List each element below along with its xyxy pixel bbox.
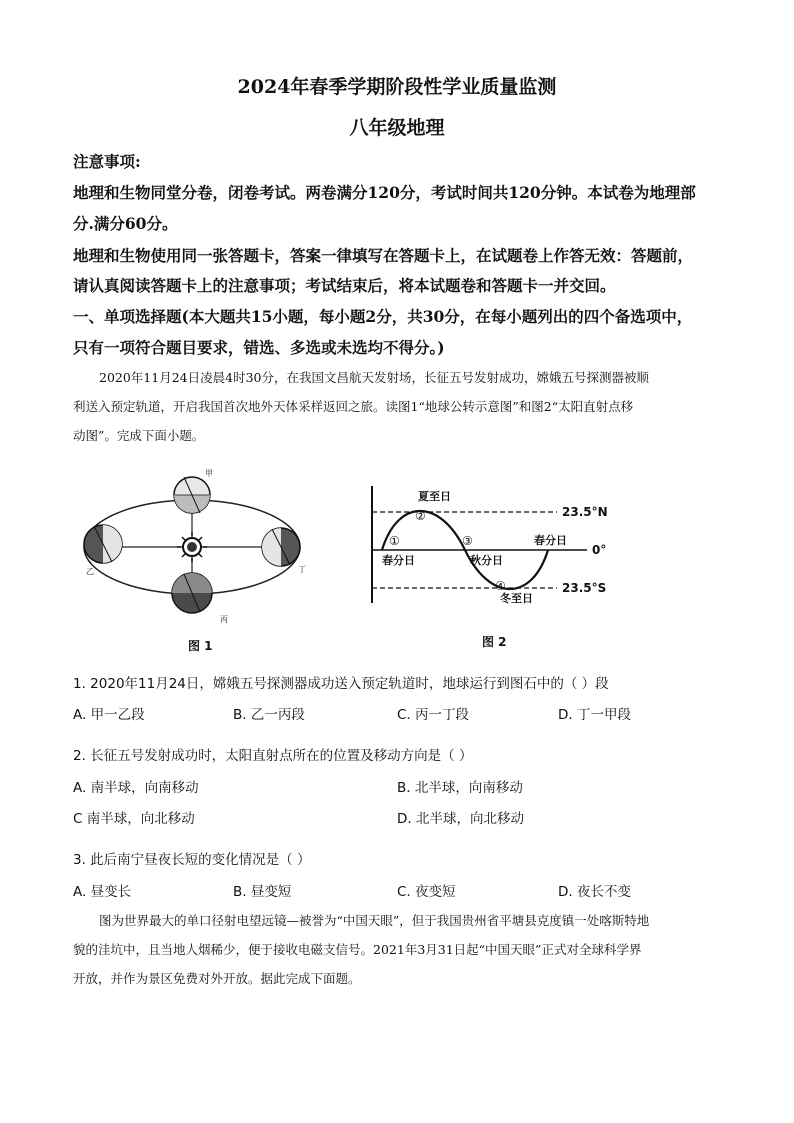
passage1-line-2: 利送入预定轨道，开启我国首次地外天体采样返回之旅。读图1“地球公转示意图”和图2“太阳直射点移 [73,399,634,414]
q1-stem: 1. 2020年11月24日，嫦娥五号探测器成功送入预定轨道时，地球运行到图石中的（ ）段 [73,676,609,692]
passage2-line-2: 貌的洼坑中，且当地人烟稀少，便于接收电磁支信号。2021年3月31日起“中国天眼”正式对全球科学界 [73,942,642,957]
earth-left-icon [84,525,122,563]
winter-solstice-label: 冬至日 [500,592,533,605]
notes-line-2: 分.满分60分。 [73,214,178,233]
q2-option-b[interactable]: B. 北半球，向南移动 [397,780,523,796]
section1-line-1: 一、单项选择题(本大题共15小题，每小题2分，共30分，在每小题列出的四个备选项中， [73,307,693,326]
spring-equinox-label: 春分日 [382,554,415,567]
lat-north-label: 23.5°N [562,505,608,519]
lat-south-label: 23.5°S [562,581,607,595]
fig1-label-top: 甲 [205,469,213,478]
notes-heading: 注意事项: [73,152,141,171]
q2-option-c[interactable]: C 南半球，向北移动 [73,811,195,827]
notes-line-1: 地理和生物同堂分卷，闭卷考试。两卷满分120分，考试时间共120分钟。本试卷为地理部 [73,183,696,202]
fig1-label-left: 乙 [86,567,94,576]
summer-solstice-label: 夏至日 [418,490,451,503]
notes-line-3: 地理和生物使用同一张答题卡，答案一律填写在答题卡上，在试题卷上作答无效：答题前， [73,246,694,265]
earth-top-icon [174,477,210,513]
q1-option-b[interactable]: B. 乙一丙段 [233,707,305,723]
figure-1-earth-orbit [70,462,320,662]
q3-option-a[interactable]: A. 昼变长 [73,884,132,900]
q3-option-d[interactable]: D. 夜长不变 [558,884,631,900]
earth-bottom-icon [172,573,212,613]
q1-option-c[interactable]: C. 丙一丁段 [397,707,470,723]
earth-right-icon [262,528,300,566]
autumn-equinox-label: 秋分日 [470,554,503,567]
exam-subtitle: 八年级地理 [349,117,445,139]
passage1-line-3: 动图”。完成下面小题。 [73,428,205,443]
exam-title: 2024年春季学期阶段性学业质量监测 [237,76,557,98]
figure-1-caption: 图 1 [188,639,213,653]
q1-option-a[interactable]: A. 甲一乙段 [73,707,145,723]
q2-option-a[interactable]: A. 南半球，向南移动 [73,780,199,796]
q3-stem: 3. 此后南宁昼夜长短的变化情况是（ ） [73,852,311,868]
figure-2-caption: 图 2 [482,635,507,649]
marker-1: ① [389,534,400,548]
q1-option-d[interactable]: D. 丁一甲段 [558,707,631,723]
figure-2-subsolar-point [362,478,632,653]
marker-3: ③ [462,534,473,548]
q2-option-d[interactable]: D. 北半球，向北移动 [397,811,524,827]
fig1-label-right: 丁 [298,565,306,574]
marker-2: ② [415,509,426,523]
section1-line-2: 只有一项符合题目要求，错选、多选或未选均不得分。) [73,338,445,357]
spring-equinox-2-label: 春分日 [534,534,567,547]
notes-line-4: 请认真阅读答题卡上的注意事项；考试结束后，将本试题卷和答题卡一并交回。 [73,276,616,295]
q2-stem: 2. 长征五号发射成功时，太阳直射点所在的位置及移动方向是（ ） [73,748,473,764]
passage2-line-3: 开放，并作为景区免费对外开放。据此完成下面题。 [73,971,361,986]
q3-option-c[interactable]: C. 夜变短 [397,884,456,900]
q3-option-b[interactable]: B. 昼变短 [233,884,292,900]
fig1-label-bottom: 丙 [220,615,228,624]
passage1-line-1: 2020年11月24日凌晨4时30分，在我国文昌航天发射场，长征五号发射成功，嫦娥五号探测器被顺 [99,370,649,385]
marker-4: ④ [495,579,506,593]
lat-equator-label: 0° [592,543,607,557]
passage2-line-1: 图为世界最大的单口径射电望远镜—被誉为“中国天眼”，但于我国贵州省平塘县克度镇一处喀斯特地 [99,913,650,928]
